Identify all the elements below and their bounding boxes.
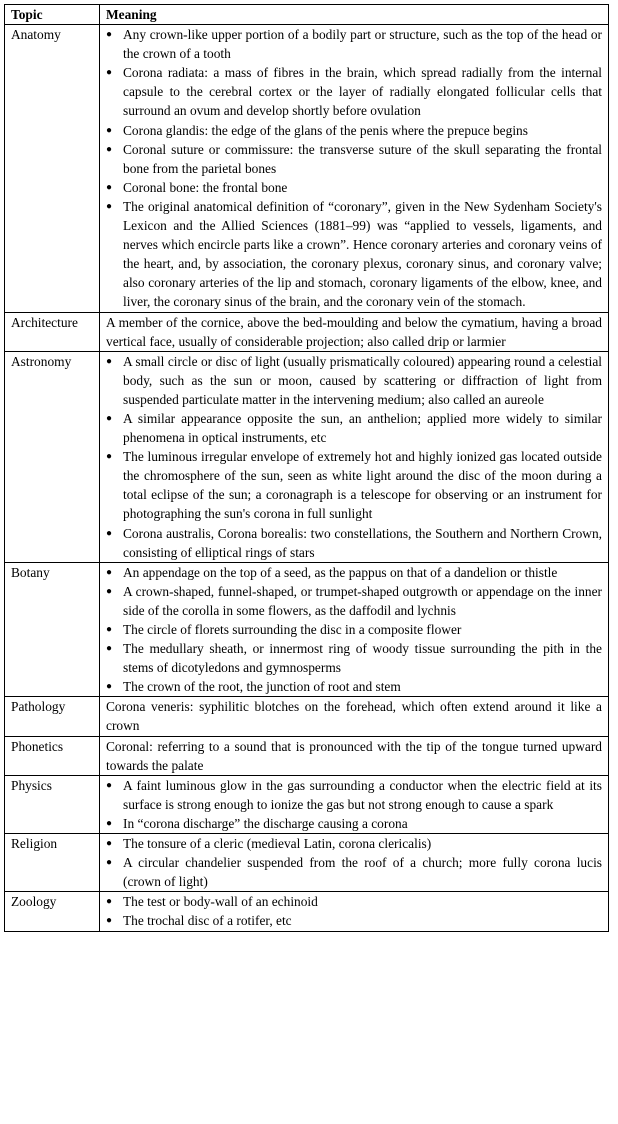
meaning-cell xyxy=(100,775,609,833)
table-row xyxy=(5,892,609,931)
list-item: ● The luminous irregular envelope of extremely hot and highly ionized gas located outside the chromosphere of the sun, seen as white light around the disc of the moon during a total eclipse of the sun; a coronagraph is a telescope for observing or an instrument for photographing the sun's corona in full sunlight xyxy=(106,447,602,523)
topic-cell: Zoology xyxy=(5,892,100,931)
list-item: ● The original anatomical definition of “coronary”, given in the New Sydenham Society's Lexicon and the Allied Sciences (1881–99) was “applied to vessels, ligaments, and nerves which encircle parts like a crown”. Hence coronary arteries and coronary veins of the heart, and, by association, the coronary plexus, coronary sinus, and coronary valve; also coronary arteries of the lip and stomach, coronary ligaments of the elbow, knee, and liver, the coronary sinus of the brain, and the coronary vein of the stomach. xyxy=(106,197,602,312)
meaning-header: Meaning xyxy=(100,5,609,25)
list-item: ● The crown of the root, the junction of root and stem xyxy=(106,677,602,696)
meaning-text: Corona veneris: syphilitic blotches on the forehead, which often extend around it like a crown xyxy=(106,699,602,734)
meaning-list xyxy=(106,834,602,891)
topic-cell: Architecture xyxy=(5,312,100,351)
meaning-cell xyxy=(100,312,609,351)
meaning-cell xyxy=(100,351,609,562)
list-item: ● A faint luminous glow in the gas surrounding a conductor when the electric field at its surface is strong enough to ionize the gas but not strong enough to cause a spark xyxy=(106,776,602,814)
meaning-text: Coronal: referring to a sound that is pronounced with the tip of the tongue turned upward towards the palate xyxy=(106,738,602,773)
list-item: ● A circular chandelier suspended from the roof of a church; more fully corona lucis (crown of light) xyxy=(106,853,602,891)
table-row xyxy=(5,25,609,312)
table-row xyxy=(5,697,609,736)
meaning-list xyxy=(106,352,602,562)
table-row xyxy=(5,351,609,562)
list-item: ● In “corona discharge” the discharge causing a corona xyxy=(106,814,602,833)
list-item: ● A crown-shaped, funnel-shaped, or trumpet-shaped outgrowth or appendage on the inner side of the corolla in some flowers, as the daffodil and lychnis xyxy=(106,582,602,620)
list-item: ● Coronal suture or commissure: the transverse suture of the skull separating the frontal bone from the parietal bones xyxy=(106,140,602,178)
list-item: ● Any crown-like upper portion of a bodily part or structure, such as the top of the head or the crown of a tooth xyxy=(106,25,602,63)
list-item: ● Corona radiata: a mass of fibres in the brain, which spread radially from the internal capsule to the cerebral cortex or the layer of radially elongated follicular cells that surround an ovum and develop shortly before ovulation xyxy=(106,63,602,120)
list-item: ● The medullary sheath, or innermost ring of woody tissue surrounding the pith in the stems of dicotyledons and gymnosperms xyxy=(106,639,602,677)
list-item: ● The tonsure of a cleric (medieval Latin, corona clericalis) xyxy=(106,834,602,853)
list-item: ● A similar appearance opposite the sun, an anthelion; applied more widely to similar phenomena in optical instruments, etc xyxy=(106,409,602,447)
definitions-table xyxy=(4,4,609,932)
meaning-cell xyxy=(100,25,609,312)
list-item: ● The circle of florets surrounding the disc in a composite flower xyxy=(106,620,602,639)
list-item: ● A small circle or disc of light (usually prismatically coloured) appearing round a celestial body, such as the sun or moon, caused by scattering or diffraction of light from suspended particulate matter in the intervening medium; also called an aureole xyxy=(106,352,602,409)
meaning-list xyxy=(106,892,602,930)
topic-cell: Botany xyxy=(5,562,100,697)
topic-cell: Phonetics xyxy=(5,736,100,775)
topic-header: Topic xyxy=(5,5,100,25)
meaning-cell xyxy=(100,834,609,892)
topic-cell: Pathology xyxy=(5,697,100,736)
table-row xyxy=(5,834,609,892)
list-item: ● The trochal disc of a rotifer, etc xyxy=(106,911,602,930)
list-item: ● Corona glandis: the edge of the glans of the penis where the prepuce begins xyxy=(106,121,602,140)
topic-cell: Astronomy xyxy=(5,351,100,562)
meaning-list xyxy=(106,25,602,311)
meaning-cell xyxy=(100,562,609,697)
table-row xyxy=(5,312,609,351)
list-item: ● The test or body-wall of an echinoid xyxy=(106,892,602,911)
table-row xyxy=(5,736,609,775)
table-row xyxy=(5,775,609,833)
topic-cell: Religion xyxy=(5,834,100,892)
table-row xyxy=(5,562,609,697)
meaning-list xyxy=(106,563,602,697)
topic-cell: Physics xyxy=(5,775,100,833)
list-item: ● Corona australis, Corona borealis: two constellations, the Southern and Northern Crown, consisting of elliptical rings of stars xyxy=(106,524,602,562)
meaning-text: A member of the cornice, above the bed-moulding and below the cymatium, having a broad vertical face, usually of considerable projection; also called drip or larmier xyxy=(106,314,602,349)
topic-cell: Anatomy xyxy=(5,25,100,312)
list-item: ● An appendage on the top of a seed, as the pappus on that of a dandelion or thistle xyxy=(106,563,602,582)
meaning-cell xyxy=(100,736,609,775)
meaning-cell xyxy=(100,697,609,736)
meaning-list xyxy=(106,776,602,833)
list-item: ● Coronal bone: the frontal bone xyxy=(106,178,602,197)
header-row xyxy=(5,5,609,25)
meaning-cell xyxy=(100,892,609,931)
